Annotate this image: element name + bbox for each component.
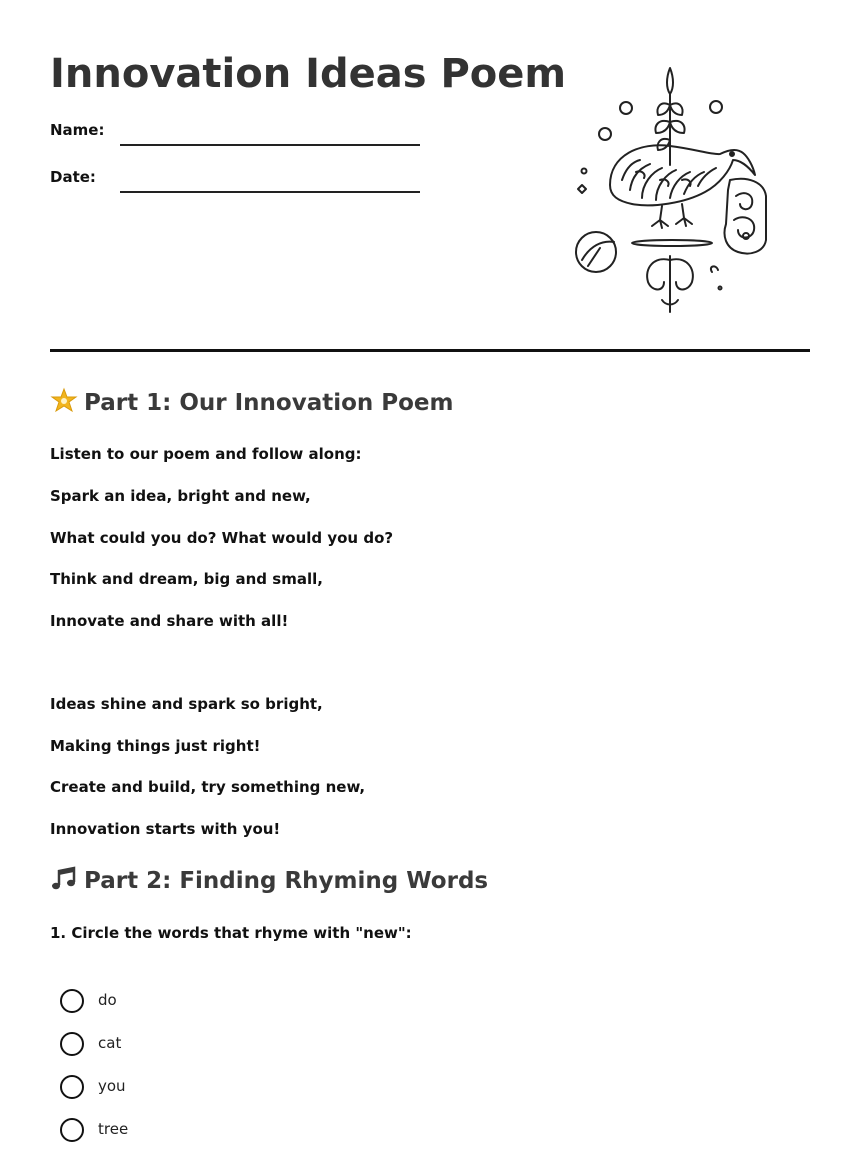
option-do [60, 985, 360, 1028]
rhyme-options-list [60, 985, 360, 1157]
header-divider [50, 349, 810, 352]
kiwi-bird-illustration [570, 60, 780, 320]
poem-line: Spark an idea, bright and new, [50, 487, 311, 505]
date-label: Date: [50, 168, 96, 186]
option-radio[interactable] [60, 1118, 84, 1142]
option-radio[interactable] [60, 1075, 84, 1099]
name-field-row [50, 120, 430, 150]
part2-heading-text: Part 2: Finding Rhyming Words [84, 868, 489, 894]
option-cat [60, 1028, 360, 1071]
date-field-row [50, 167, 430, 197]
part1-heading-text: Part 1: Our Innovation Poem [84, 390, 454, 416]
option-you [60, 1071, 360, 1114]
option-tree [60, 1114, 360, 1157]
option-label: tree [98, 1120, 129, 1138]
option-label: you [98, 1077, 126, 1095]
poem-line: Making things just right! [50, 737, 261, 755]
name-label: Name: [50, 121, 105, 139]
option-label: cat [98, 1034, 122, 1052]
part2-heading [50, 865, 488, 897]
poem-line: Think and dream, big and small, [50, 570, 323, 588]
option-radio[interactable] [60, 989, 84, 1013]
music-note-icon [50, 865, 78, 893]
poem-intro: Listen to our poem and follow along: [50, 445, 362, 463]
poem-line: Ideas shine and spark so bright, [50, 695, 323, 713]
worksheet-page [50, 0, 810, 1161]
poem-line: Create and build, try something new, [50, 778, 366, 796]
name-write-line[interactable] [120, 144, 420, 146]
option-radio[interactable] [60, 1032, 84, 1056]
sparkle-icon [50, 387, 78, 415]
option-label: do [98, 991, 117, 1009]
poem-line: Innovate and share with all! [50, 612, 289, 630]
poem-line: Innovation starts with you! [50, 820, 281, 838]
date-write-line[interactable] [120, 191, 420, 193]
worksheet-title: Innovation Ideas Poem [50, 51, 567, 97]
part1-heading [50, 387, 454, 419]
poem-line: What could you do? What would you do? [50, 529, 394, 547]
question-1: 1. Circle the words that rhyme with "new": [50, 924, 412, 942]
